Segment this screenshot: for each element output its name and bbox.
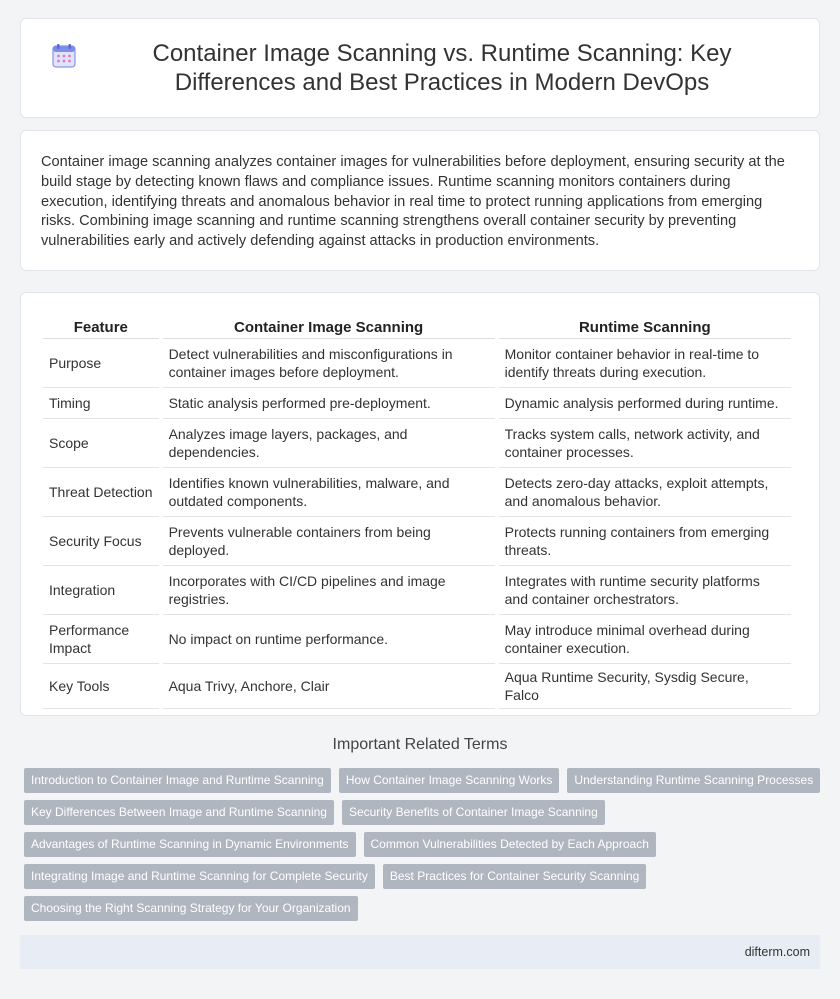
runtime-cell: Protects running containers from emerging threats. xyxy=(499,517,791,566)
runtime-cell: Dynamic analysis performed during runtime. xyxy=(499,388,791,419)
comparison-table xyxy=(39,313,795,709)
table-row xyxy=(43,468,791,517)
tag-row xyxy=(24,832,824,857)
image-cell: Identifies known vulnerabilities, malware, and outdated components. xyxy=(163,468,495,517)
image-cell: Detect vulnerabilities and misconfigurations in container images before deployment. xyxy=(163,339,495,388)
feature-cell: Scope xyxy=(43,419,159,468)
runtime-cell: Detects zero-day attacks, exploit attempts, and anomalous behavior. xyxy=(499,468,791,517)
image-cell: Prevents vulnerable containers from being deployed. xyxy=(163,517,495,566)
runtime-cell: Integrates with runtime security platforms and container orchestrators. xyxy=(499,566,791,615)
related-term-tag[interactable]: Choosing the Right Scanning Strategy for Your Organization xyxy=(24,896,358,921)
intro-paragraph: Container image scanning analyzes container images for vulnerabilities before deployment, ensuring security at the build stage by detecting known flaws and compliance issues. Runtime scanning monitors containers during execution, identifying threats and anomalous behavior in real time to protect running applications from emerging risks. Combining image scanning and runtime scanning strengthens overall container security by preventing vulnerabilities early and actively defending against attacks in production environments. xyxy=(41,154,785,250)
related-terms-title: Important Related Terms xyxy=(332,736,508,753)
image-cell: Static analysis performed pre-deployment. xyxy=(163,388,495,419)
tag-row xyxy=(24,768,824,793)
footer xyxy=(20,935,820,969)
table-row xyxy=(43,517,791,566)
table-row xyxy=(43,615,791,664)
table-row xyxy=(43,566,791,615)
table-header-row xyxy=(43,313,791,339)
runtime-cell: May introduce minimal overhead during container execution. xyxy=(499,615,791,664)
related-term-tag[interactable]: Key Differences Between Image and Runtime Scanning xyxy=(24,800,334,825)
runtime-cell: Aqua Runtime Security, Sysdig Secure, Falco xyxy=(499,664,791,709)
table-row xyxy=(43,419,791,468)
footer-site-link[interactable]: difterm.com xyxy=(744,945,810,959)
runtime-cell: Tracks system calls, network activity, and container processes. xyxy=(499,419,791,468)
header-runtime-scanning: Runtime Scanning xyxy=(499,313,791,339)
related-term-tag[interactable]: Introduction to Container Image and Runtime Scanning xyxy=(24,768,331,793)
feature-cell: Threat Detection xyxy=(43,468,159,517)
table-row xyxy=(43,664,791,709)
feature-cell: Security Focus xyxy=(43,517,159,566)
tag-row xyxy=(24,896,824,921)
header-image-scanning: Container Image Scanning xyxy=(163,313,495,339)
image-cell: No impact on runtime performance. xyxy=(163,615,495,664)
feature-cell: Timing xyxy=(43,388,159,419)
image-cell: Incorporates with CI/CD pipelines and image registries. xyxy=(163,566,495,615)
related-terms-list xyxy=(24,768,824,928)
image-cell: Aqua Trivy, Anchore, Clair xyxy=(163,664,495,709)
header-feature: Feature xyxy=(43,313,159,339)
related-term-tag[interactable]: Common Vulnerabilities Detected by Each Approach xyxy=(364,832,656,857)
feature-cell: Key Tools xyxy=(43,664,159,709)
related-term-tag[interactable]: How Container Image Scanning Works xyxy=(339,768,560,793)
feature-cell: Performance Impact xyxy=(43,615,159,664)
intro-card xyxy=(20,130,820,271)
table-row xyxy=(43,339,791,388)
related-term-tag[interactable]: Security Benefits of Container Image Scanning xyxy=(342,800,605,825)
related-term-tag[interactable]: Understanding Runtime Scanning Processes xyxy=(567,768,820,793)
calendar-grid-icon xyxy=(51,43,77,69)
header-card xyxy=(20,18,820,118)
tag-row xyxy=(24,800,824,825)
related-term-tag[interactable]: Advantages of Runtime Scanning in Dynamic Environments xyxy=(24,832,356,857)
runtime-cell: Monitor container behavior in real-time to identify threats during execution. xyxy=(499,339,791,388)
feature-cell: Purpose xyxy=(43,339,159,388)
page-title: Container Image Scanning vs. Runtime Scanning: Key Differences and Best Practices in Modern DevOps xyxy=(152,40,732,96)
comparison-table-card xyxy=(20,292,820,716)
image-cell: Analyzes image layers, packages, and dependencies. xyxy=(163,419,495,468)
feature-cell: Integration xyxy=(43,566,159,615)
related-term-tag[interactable]: Best Practices for Container Security Scanning xyxy=(383,864,646,889)
table-row xyxy=(43,388,791,419)
tag-row xyxy=(24,864,824,889)
related-term-tag[interactable]: Integrating Image and Runtime Scanning for Complete Security xyxy=(24,864,375,889)
